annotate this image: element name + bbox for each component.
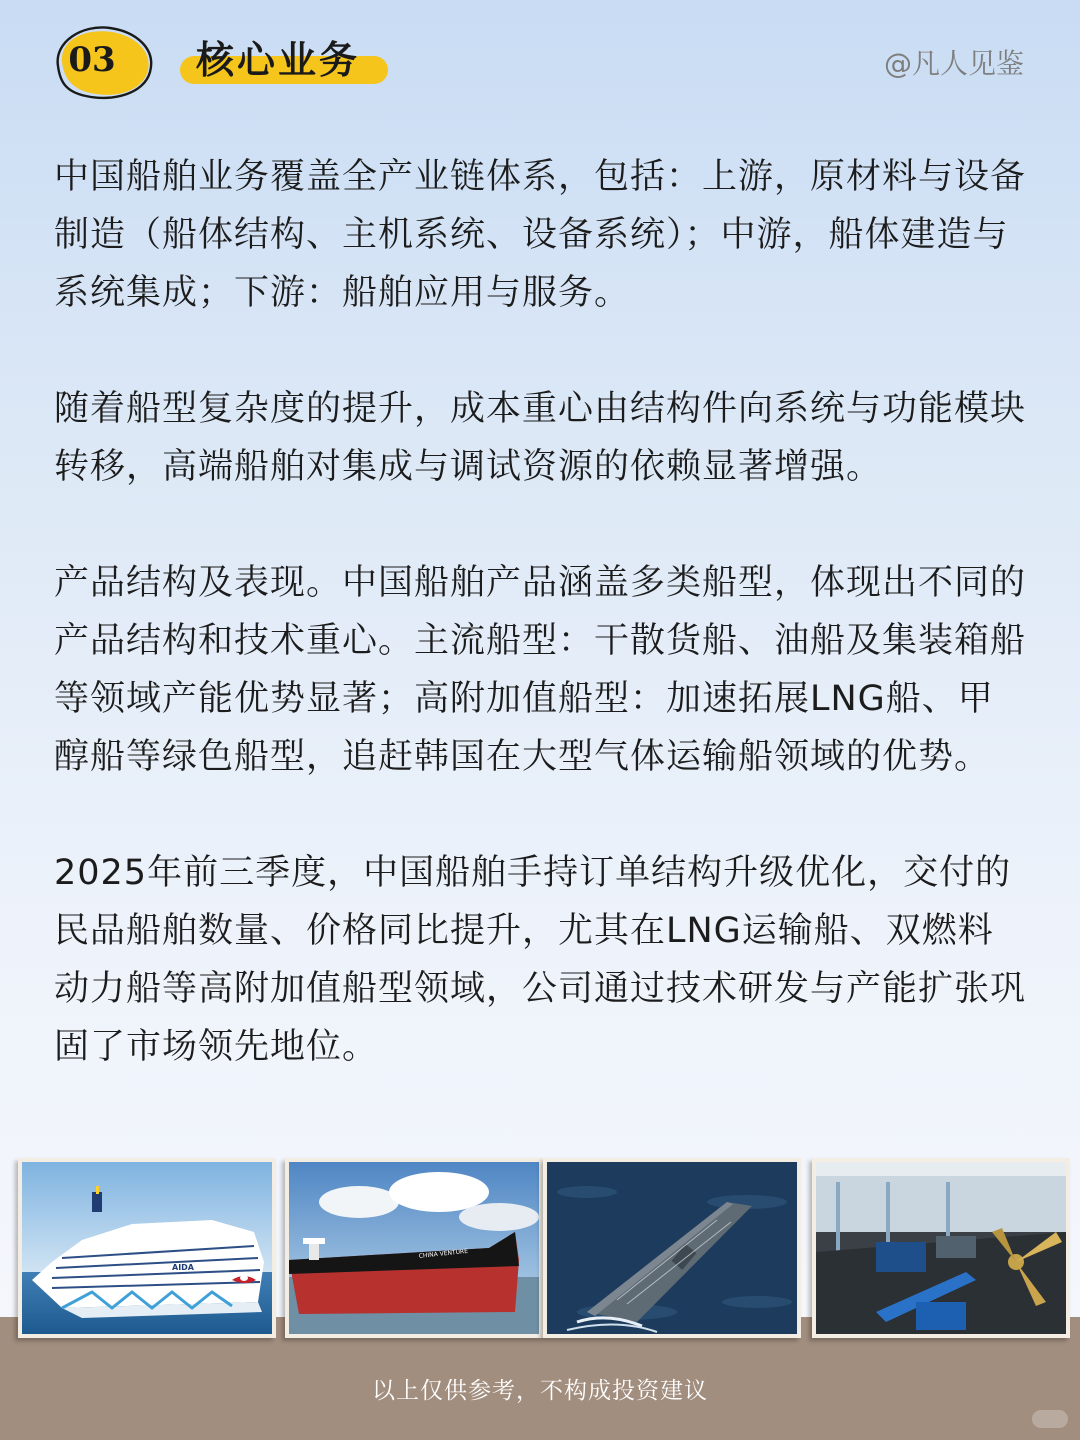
factory-propeller-image <box>816 1162 1066 1334</box>
disclaimer-text: 以上仅供参考，不构成投资建议 <box>372 1378 708 1404</box>
photo-aircraft-carrier <box>543 1158 801 1338</box>
cargo-hull-text: CHINA VENTURE <box>418 1247 469 1260</box>
title-block <box>180 34 360 94</box>
article-body <box>54 148 1028 1134</box>
author-handle: @凡人见鉴 <box>883 47 1024 80</box>
section-number-badge <box>52 22 156 102</box>
aircraft-carrier-image <box>547 1162 797 1334</box>
photo-cruise-ship <box>18 1158 276 1338</box>
cargo-ship-image <box>289 1162 539 1334</box>
watermark-badge <box>1032 1410 1068 1428</box>
section-number: 03 <box>68 40 116 80</box>
paragraph-industry-chain: 中国船舶业务覆盖全产业链体系，包括：上游，原材料与设备制造（船体结构、主机系统、设备系统）；中游，船体建造与系统集成；下游：船舶应用与服务。 <box>54 157 1027 313</box>
photo-cargo-ship <box>285 1158 543 1338</box>
header <box>0 0 1080 130</box>
paragraph-cost-shift: 随着船型复杂度的提升，成本重心由结构件向系统与功能模块转移，高端船舶对集成与调试资源的依赖显著增强。 <box>54 389 1027 487</box>
cruise-ship-image <box>22 1162 272 1334</box>
paragraph-2025-orders: 2025年前三季度，中国船舶手持订单结构升级优化，交付的民品船舶数量、价格同比提升，尤其在LNG运输船、双燃料动力船等高附加值船型领域，公司通过技术研发与产能扩张巩固了市场领先地位。 <box>54 853 1027 1067</box>
page-title: 核心业务 <box>196 37 361 82</box>
paragraph-product-structure: 产品结构及表现。中国船舶产品涵盖多类船型，体现出不同的产品结构和技术重心。主流船型：干散货船、油船及集装箱船等领域产能优势显著；高附加值船型：加速拓展LNG船、甲醇船等绿色船型，追赶韩国在大型气体运输船领域的优势。 <box>54 563 1027 777</box>
photo-strip <box>14 1158 1074 1340</box>
cruise-logo-text: AIDA <box>172 1263 194 1272</box>
photo-factory-propeller <box>812 1158 1070 1338</box>
